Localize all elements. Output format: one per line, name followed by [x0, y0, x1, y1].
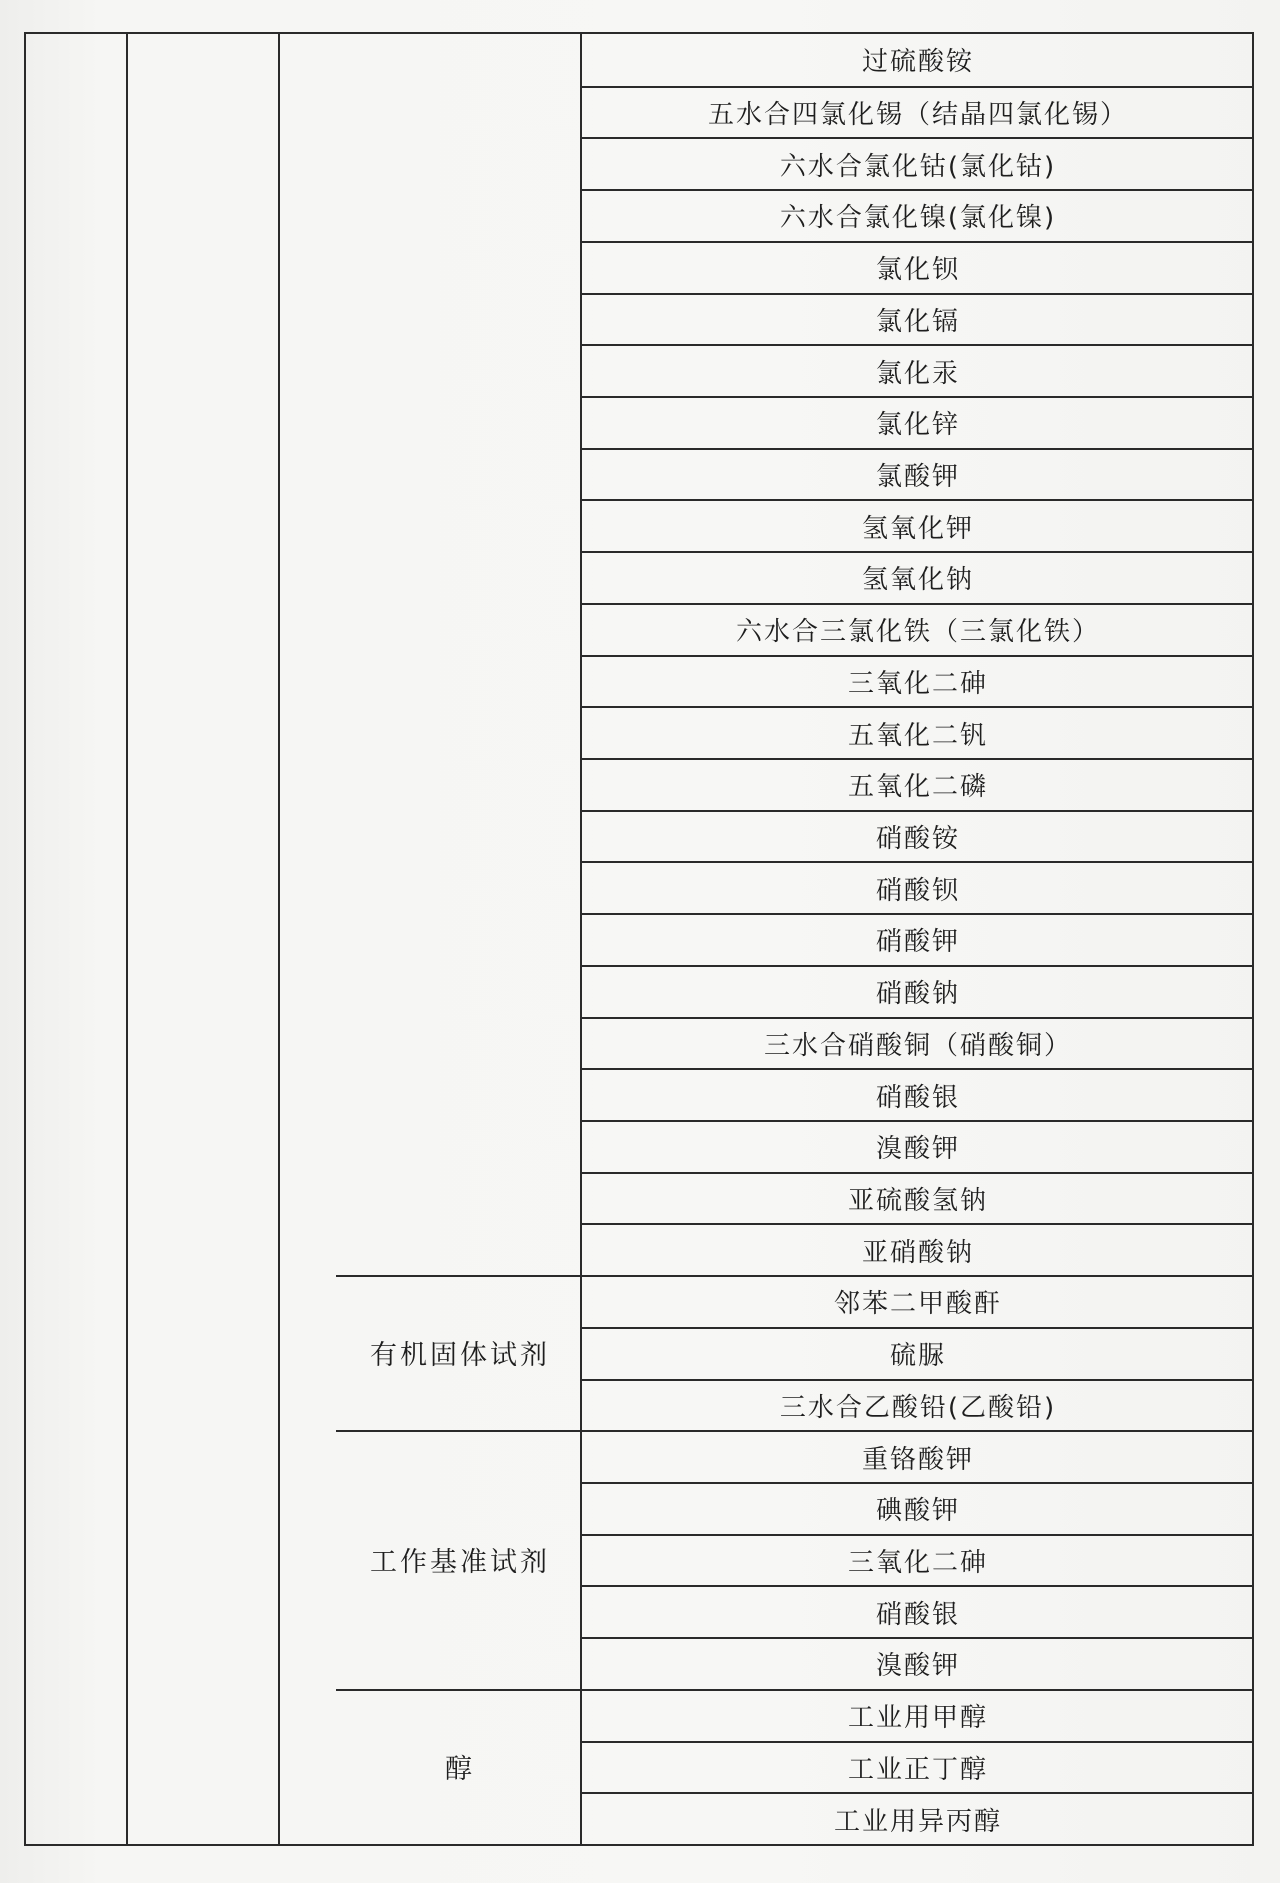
column-divider-1 — [126, 34, 128, 1844]
reagent-name-cell: 六水合氯化钴(氯化钴) — [582, 137, 1254, 189]
reagent-name-cell: 过硫酸铵 — [861, 47, 974, 78]
category-label: 工作基准试剂 — [370, 1547, 550, 1579]
reagent-name-cell: 氯化汞 — [582, 344, 1254, 396]
reagent-name-cell: 氯化镉 — [582, 293, 1254, 345]
reagent-name-cell: 硝酸钠 — [582, 965, 1254, 1017]
reagent-name-cell: 邻苯二甲酸酐 — [582, 1275, 1254, 1327]
category-label: 有机固体试剂 — [370, 1340, 550, 1372]
reagent-name-cell: 亚硫酸氢钠 — [582, 1172, 1254, 1224]
reagent-name-cell: 工业用甲醇 — [582, 1689, 1254, 1741]
reagent-name-cell: 硝酸钡 — [582, 861, 1254, 913]
reagent-name-cell: 溴酸钾 — [582, 1120, 1254, 1172]
reagent-name-cell: 三氧化二砷 — [582, 1534, 1254, 1586]
reagent-name-cell: 硝酸银 — [582, 1585, 1254, 1637]
reagent-name-cell: 亚硝酸钠 — [582, 1223, 1254, 1275]
reagent-name-cell: 碘酸钾 — [582, 1482, 1254, 1534]
reagent-name-cell: 三氧化二砷 — [582, 655, 1254, 707]
reagent-name-cell: 工业用异丙醇 — [582, 1792, 1254, 1844]
reagent-name-cell: 五水合四氯化锡（结晶四氯化锡） — [582, 86, 1254, 138]
reagent-name-cell: 六水合三氯化铁（三氯化铁） — [582, 603, 1254, 655]
reagent-name-cell: 硝酸铵 — [582, 810, 1254, 862]
reagent-name-cell: 氯化锌 — [582, 396, 1254, 448]
reagent-name-cell: 重铬酸钾 — [582, 1430, 1254, 1482]
reagent-name-cell: 三水合乙酸铅(乙酸铅) — [582, 1379, 1254, 1431]
reagent-name-cell: 氢氧化钾 — [582, 499, 1254, 551]
reagent-name-cell: 氢氧化钠 — [582, 551, 1254, 603]
reagent-name-cell: 六水合氯化镍(氯化镍) — [582, 189, 1254, 241]
category-label — [338, 34, 582, 1275]
reagent-name-cell: 五氧化二磷 — [582, 758, 1254, 810]
column-divider-2 — [278, 34, 280, 1844]
reagent-name-cell: 氯化钡 — [582, 241, 1254, 293]
reagent-name-cell: 硝酸银 — [582, 1068, 1254, 1120]
reagent-table — [24, 32, 1254, 1846]
reagent-name-cell: 五氧化二钒 — [582, 706, 1254, 758]
reagent-name-cell: 硫脲 — [582, 1327, 1254, 1379]
reagent-name-cell: 硝酸钾 — [582, 913, 1254, 965]
reagent-name-cell: 溴酸钾 — [582, 1637, 1254, 1689]
reagent-name-cell: 工业正丁醇 — [582, 1741, 1254, 1793]
category-label: 醇 — [445, 1753, 475, 1785]
reagent-name-cell: 三水合硝酸铜（硝酸铜） — [582, 1017, 1254, 1069]
reagent-name-cell: 氯酸钾 — [582, 448, 1254, 500]
